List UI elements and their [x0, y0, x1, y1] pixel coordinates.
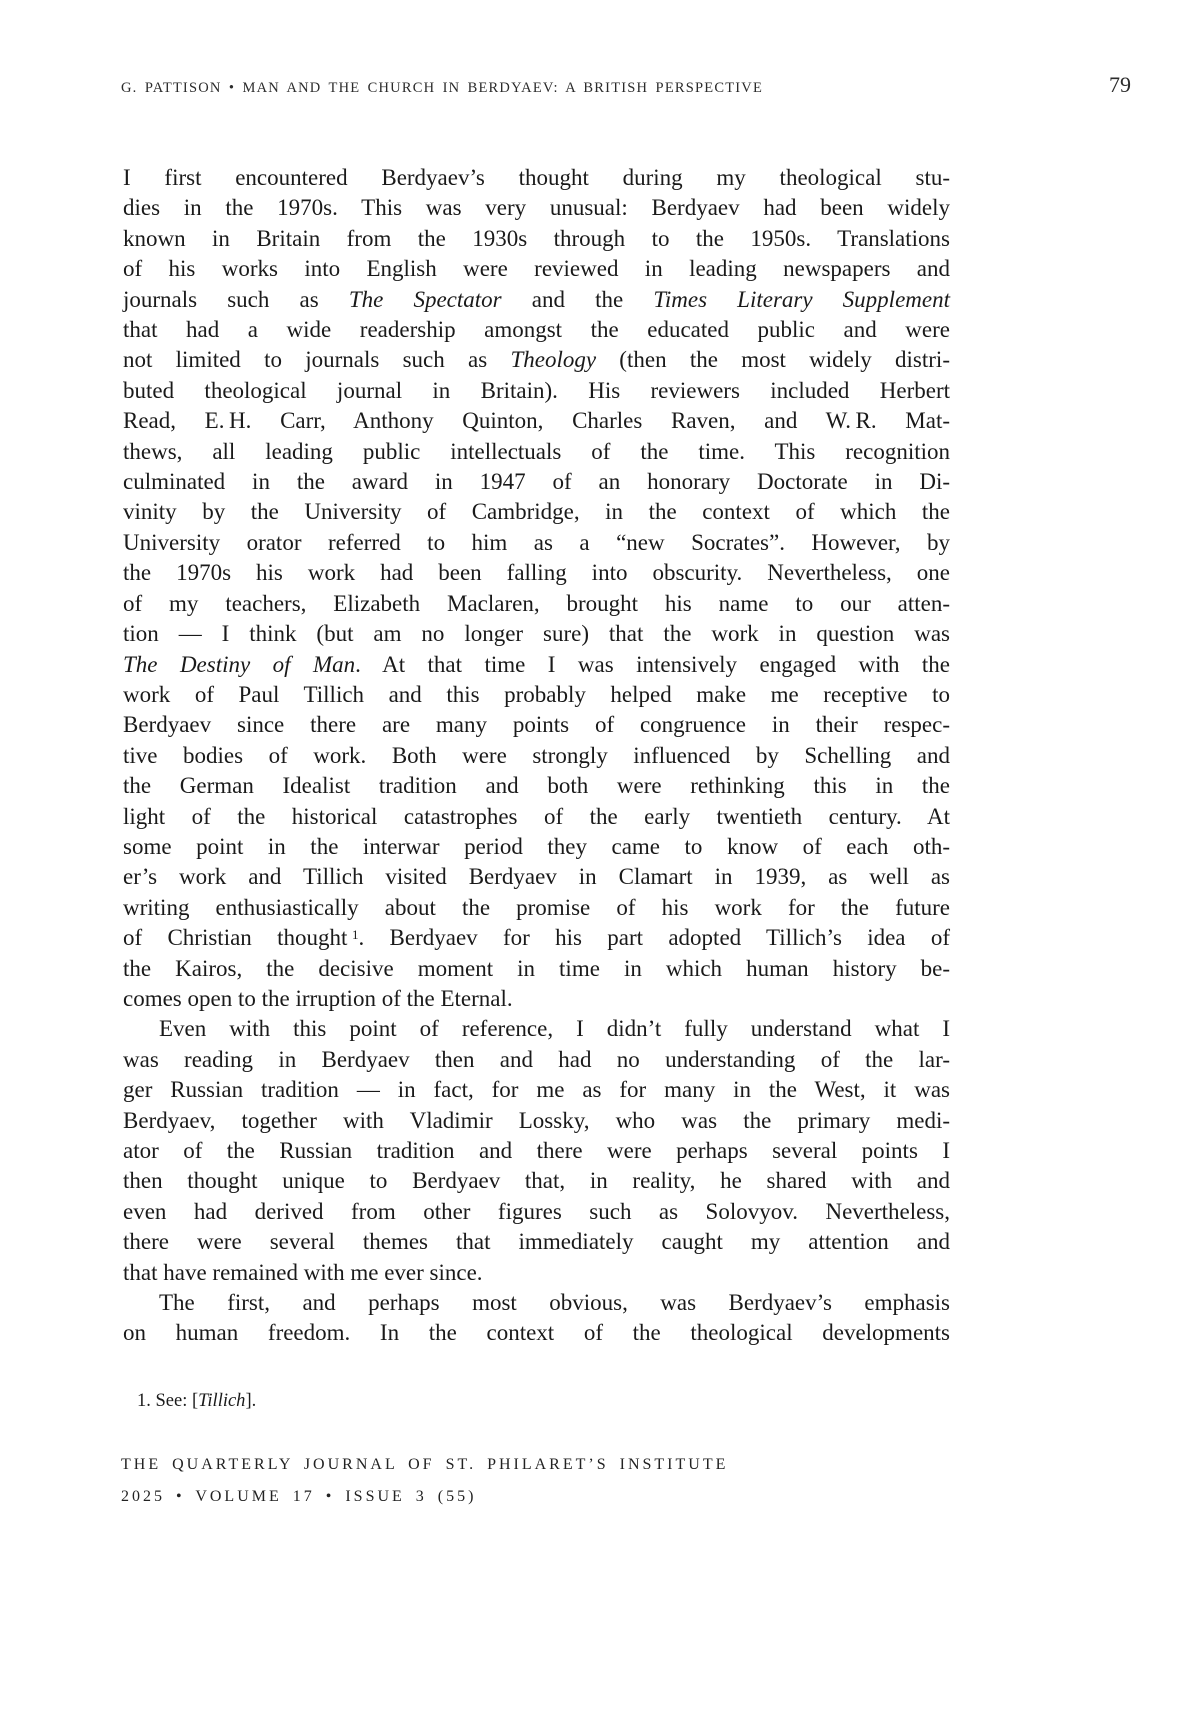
- body-line: the Kairos, the decisive moment in time in which human history be-: [123, 955, 950, 981]
- body-line: of Christian thought $^1$. Berdyaev for his part adopted Tillich’s idea of: [123, 925, 950, 951]
- body-line: buted theological journal in Britain). His reviewers included Herbert: [123, 377, 950, 403]
- italic-text: Theology: [510, 347, 597, 373]
- body-line: dies in the 1970s. This was very unusual: Berdyaev had been widely: [123, 195, 950, 221]
- italic-text: Times Literary Supplement: [653, 286, 950, 312]
- body-line: known in Britain from the 1930s through to the 1950s. Translations: [123, 225, 950, 251]
- body-line: The Destiny of Man. At that time I was intensively engaged with the: [123, 651, 950, 677]
- body-line: culminated in the award in 1947 of an honorary Doctorate in Di-: [123, 469, 950, 495]
- italic-text: The Spectator: [348, 286, 502, 312]
- body-line: that have remained with me ever since.: [123, 1259, 483, 1285]
- journal-footer-issue: 2025 • VOLUME 17 • ISSUE 3 (55): [121, 1487, 477, 1505]
- body-line: that had a wide readership amongst the educated public and were: [123, 317, 950, 343]
- italic-text: Tillich: [198, 1391, 246, 1411]
- body-line: ger Russian tradition — in fact, for me as for many in the West, it was: [123, 1077, 950, 1103]
- page-number: 79: [1109, 72, 1131, 97]
- body-line: The first, and perhaps most obvious, was Berdyaev’s emphasis: [159, 1290, 950, 1316]
- article-body: [123, 163, 950, 1349]
- body-line: tion — I think (but am no longer sure) that the work in question was: [123, 621, 950, 647]
- body-line: Berdyaev since there are many points of congruence in their respec-: [123, 712, 950, 738]
- body-line: Read, E. H. Carr, Anthony Quinton, Charles Raven, and W. R. Mat-: [123, 408, 950, 434]
- running-header: G. PATTISON • MAN AND THE CHURCH IN BERDYAEV: A BRITISH PERSPECTIVE: [121, 80, 764, 96]
- body-line: er’s work and Tillich visited Berdyaev in Clamart in 1939, as well as: [123, 864, 950, 890]
- body-line: writing enthusiastically about the promise of his work for the future: [123, 894, 950, 920]
- body-line: ator of the Russian tradition and there were perhaps several points I: [123, 1138, 950, 1163]
- body-line: Even with this point of reference, I didn’t fully understand what I: [159, 1016, 950, 1042]
- italic-text: The Destiny of Man: [123, 651, 356, 677]
- body-line: of his works into English were reviewed in leading newspapers and: [123, 256, 950, 282]
- body-line: work of Paul Tillich and this probably helped make me receptive to: [123, 681, 950, 707]
- journal-footer-title: THE QUARTERLY JOURNAL OF ST. PHILARET’S INSTITUTE: [121, 1456, 729, 1473]
- footnote-reference: 1: [352, 927, 359, 943]
- footnote-text: 1. See: [Tillich].: [137, 1391, 257, 1411]
- body-line: University orator referred to him as a “new Socrates”. However, by: [123, 529, 950, 555]
- body-line: of my teachers, Elizabeth Maclaren, brought his name to our atten-: [123, 590, 950, 616]
- body-line: there were several themes that immediately caught my attention and: [123, 1229, 950, 1255]
- footnote: [137, 1391, 256, 1412]
- body-line: even had derived from other figures such as Solovyov. Nevertheless,: [123, 1198, 950, 1224]
- body-line: vinity by the University of Cambridge, in the context of which the: [123, 499, 950, 525]
- body-line: the 1970s his work had been falling into obscurity. Nevertheless, one: [123, 560, 950, 586]
- body-line: comes open to the irruption of the Eternal.: [123, 985, 513, 1011]
- body-line: the German Idealist tradition and both were rethinking this in the: [123, 773, 950, 799]
- body-line: on human freedom. In the context of the theological developments: [123, 1320, 950, 1346]
- body-line: then thought unique to Berdyaev that, in reality, he shared with and: [123, 1168, 950, 1194]
- body-line: was reading in Berdyaev then and had no understanding of the lar-: [123, 1046, 950, 1072]
- body-line: some point in the interwar period they came to know of each oth-: [123, 833, 950, 859]
- body-line: not limited to journals such as Theology (then the most widely distri-: [123, 347, 950, 373]
- body-line: thews, all leading public intellectuals of the time. This recognition: [123, 438, 950, 464]
- body-line: light of the historical catastrophes of the early twentieth century. At: [123, 803, 950, 829]
- body-line: I first encountered Berdyaev’s thought during my theological stu-: [123, 165, 950, 190]
- body-line: tive bodies of work. Both were strongly influenced by Schelling and: [123, 742, 950, 768]
- body-line: journals such as The Spectator and the Times Literary Supplement: [123, 286, 950, 312]
- journal-footer: [121, 1449, 728, 1512]
- body-line: Berdyaev, together with Vladimir Lossky, who was the primary medi-: [123, 1107, 950, 1133]
